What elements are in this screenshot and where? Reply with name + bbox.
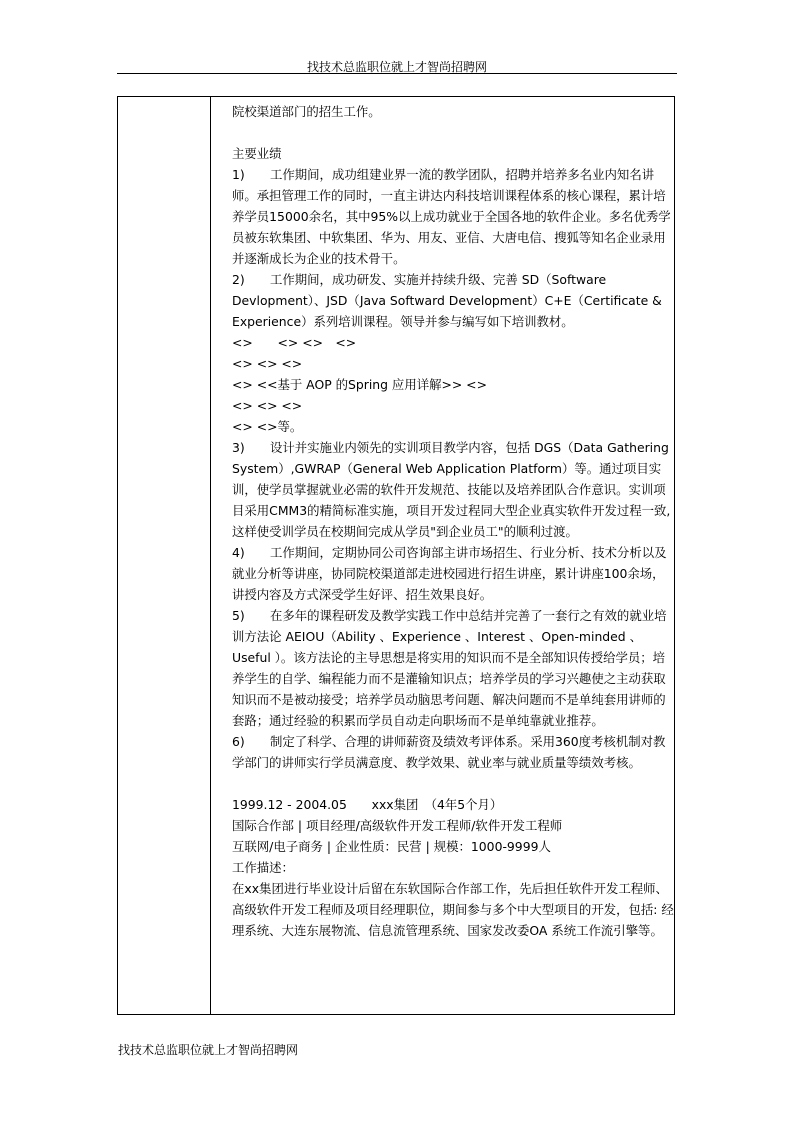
item-number: 2) — [232, 272, 245, 287]
item-number: 4) — [232, 545, 245, 560]
item-text: 工作期间，成功研发、实施并持续升级、完善 SD（Software Devlopment）、JSD（Java Softward Development）C+E（Certificate & Experience）系列培训课程。领导并参与编写如下培训教材。 — [232, 272, 662, 329]
book-line: <> <> <> — [232, 356, 303, 371]
text-line: 院校渠道部门的招生工作。 — [232, 104, 381, 119]
header-rule — [117, 73, 677, 74]
achievement-3 — [232, 437, 674, 542]
item-text: 制定了科学、合理的讲师薪资及绩效考评体系。采用360度考核机制对教学部门的讲师实行学员满意度、教学效果、就业率与就业质量等绩效考核。 — [232, 734, 666, 770]
item-number: 1) — [232, 167, 245, 182]
achievement-5 — [232, 605, 674, 731]
job-department: 国际合作部 | 项目经理/高级软件开发工程师/软件开发工程师 — [232, 818, 563, 833]
book-line: <> <>等。 — [232, 419, 303, 434]
column-divider — [210, 97, 211, 1014]
section-heading: 主要业绩 — [232, 146, 282, 161]
page-header: 找技术总监职位就上才智尚招聘网 — [306, 60, 487, 74]
achievement-2 — [232, 269, 674, 332]
resume-content — [232, 101, 674, 941]
item-text: 在多年的课程研发及教学实践工作中总结并完善了一套行之有效的就业培训方法论 AEIOU（Ability 、Experience 、Interest 、Open-minded 、Useful ）。该方法论的主导思想是将实用的知识而不是全部知识传授给学员；培养学生的自学、编程能力而不是灌输知识点；培养学员的学习兴趣使之主动获取知识而不是被动接受；培养学员动脑思考问题、解决问题而不是单纯套用讲师的套路；通过经验的积累而学员自动走向职场而不是单纯靠就业推荐。 — [232, 608, 667, 728]
item-number: 3) — [232, 440, 245, 455]
resume-table — [117, 96, 675, 1015]
job-desc: 在xx集团进行毕业设计后留在东软国际合作部工作，先后担任软件开发工程师、高级软件开发工程师及项目经理职位，期间参与多个中大型项目的开发，包括: 经理系统、大连东展物流、信息流管理系统、国家发改委OA 系统工作流引擎等。 — [232, 881, 674, 938]
blank-line — [232, 122, 674, 143]
book-line: <> <> <> <> — [232, 335, 357, 350]
blank-line — [232, 773, 674, 794]
item-number: 5) — [232, 608, 245, 623]
achievement-1 — [232, 164, 674, 269]
job-desc-label: 工作描述： — [232, 860, 294, 875]
achievement-6 — [232, 731, 674, 773]
achievement-4 — [232, 542, 674, 605]
item-text: 工作期间，定期协同公司咨询部主讲市场招生、行业分析、技术分析以及就业分析等讲座，协同院校渠道部走进校园进行招生讲座，累计讲座100余场，讲授内容及方式深受学生好评、招生效果良好。 — [232, 545, 667, 602]
item-text: 设计并实施业内领先的实训项目教学内容，包括 DGS（Data Gathering System）,GWRAP（General Web Application Platform）等。通过项目实训，使学员掌握就业必需的软件开发规范、技能以及培养团队合作意识。实训项目采用CMM3的精简标准实施，项目开发过程同大型企业真实软件开发过程一致,这样使受训学员在校期间完成从学员"到企业员工"的顺利过渡。 — [232, 440, 671, 539]
page-footer: 找技术总监职位就上才智尚招聘网 — [118, 1043, 299, 1057]
book-line: <> <> <> — [232, 398, 303, 413]
item-text: 工作期间，成功组建业界一流的教学团队，招聘并培养多名业内知名讲师。承担管理工作的同时，一直主讲达内科技培训课程体系的核心课程，累计培养学员15000余名，其中95%以上成功就业于全国各地的软件企业。多名优秀学员被东软集团、中软集团、华为、用友、亚信、大唐电信、搜狐等知名企业录用并逐渐成长为企业的技术骨干。 — [232, 167, 671, 266]
item-number: 6) — [232, 734, 245, 749]
job-industry: 互联网/电子商务 | 企业性质：民营 | 规模：1000-9999人 — [232, 839, 551, 854]
job-period: 1999.12 - 2004.05 xxx集团 （4年5个月） — [232, 797, 503, 812]
book-line: <> <<基于 AOP 的Spring 应用详解>> <> — [232, 377, 487, 392]
